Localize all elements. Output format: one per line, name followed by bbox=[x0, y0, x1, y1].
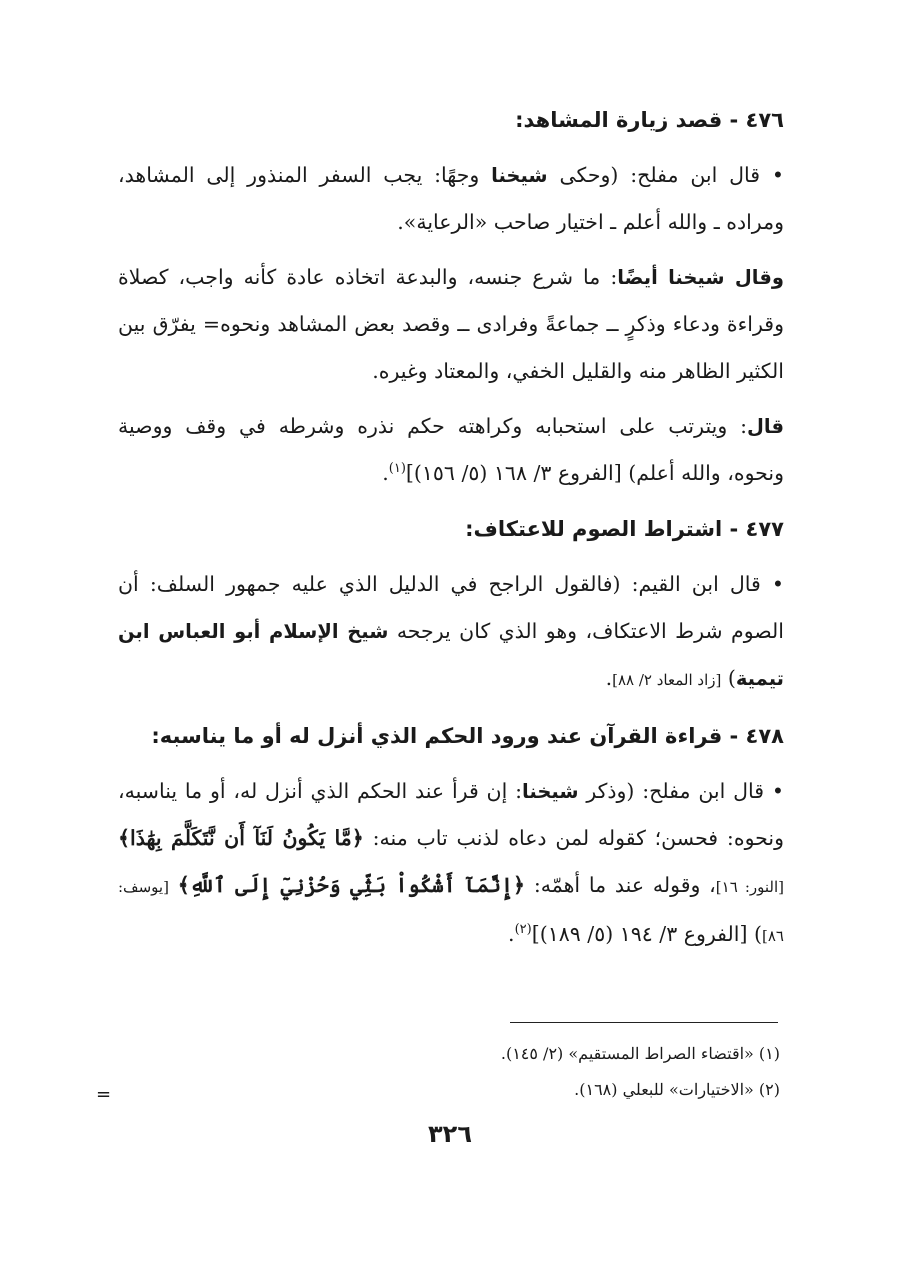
text-run: • قال ابن مفلح: (وذكر bbox=[578, 779, 784, 803]
verse-ref-1: [النور: ١٦] bbox=[715, 878, 784, 896]
paragraph-476-1 bbox=[118, 152, 784, 246]
footnote-2: (٢) «الاختيارات» للبعلي (١٦٨). bbox=[574, 1080, 780, 1099]
citation: [زاد المعاد ٢/ ٨٨] bbox=[612, 671, 722, 689]
bold-name: شيخنا bbox=[491, 164, 548, 187]
continuation-mark: = bbox=[96, 1084, 112, 1105]
text-run: : إن قرأ عند الحكم الذي أنزل له، أو ما يناسبه، ونحوه: فحسن؛ كقوله لمن دعاه لذنب تاب منه: bbox=[118, 779, 785, 850]
text-run: وجهًا: يجب السفر المنذور إلى المشاهد، ومراده ـ والله أعلم ـ اختيار صاحب «الرعاية». bbox=[118, 163, 784, 234]
footnote-divider bbox=[510, 1022, 778, 1023]
text-run: • قال ابن مفلح: (وحكى bbox=[547, 163, 784, 187]
text-run: : ويترتب على استحبابه وكراهته حكم نذره وشرطه في وقف ووصية ونحوه، والله أعلم) [الفروع ٣/ ١٦٨ (٥/ ١٥٦)] bbox=[118, 414, 784, 485]
section-heading-476: ٤٧٦ - قصد زيارة المشاهد: bbox=[515, 108, 784, 132]
paragraph-478-1: • قال ابن مفلح: (وذكر شيخنا: إن قرأ عند الحكم الذي أنزل له، أو ما يناسبه، ونحوه: فحسن؛ كقوله لمن دعاه لذنب تاب منه: ﴿مَّا يَكُونُ لَنَآ أَن نَّتَكَلَّمَ بِهَٰذَا﴾ [النور: ١٦]، وقوله عند ما أهمّه: ﴿إِنَّمَآ أَشْكُواْ بَثِّي وَحُزْنِيٓ إِلَى ٱللَّهِ﴾ [يوسف: ٨٦]) [الفروع ٣/ ١٩٤ (٥/ ١٨٩)]$^{(٢)}$. bbox=[118, 779, 785, 946]
footnote-ref-2[interactable]: (٢) bbox=[514, 922, 532, 938]
quran-verse-1: ﴿مَّا يَكُونُ لَنَآ أَن نَّتَكَلَّمَ بِهَٰذَا﴾ bbox=[118, 826, 364, 850]
footnote-1: (١) «اقتضاء الصراط المستقيم» (٢/ ١٤٥). bbox=[500, 1044, 780, 1063]
verse-ref-2: [يوسف: ٨٦] bbox=[118, 878, 784, 945]
paragraph-477-1: • قال ابن القيم: (فالقول الراجح في الدليل الذي عليه جمهور السلف: أن الصوم شرط الاعتكاف، وهو الذي كان يرجحه شيخ الإسلام أبو العباس ابن تيمية) [زاد المعاد ٢/ ٨٨]. bbox=[118, 572, 785, 690]
paragraph-476-2 bbox=[118, 254, 784, 395]
text-run: ) [الفروع ٣/ ١٩٤ (٥/ ١٨٩)] bbox=[531, 922, 763, 946]
paragraph-476-3: قال: ويترتب على استحبابه وكراهته حكم نذره وشرطه في وقف ووصية ونحوه، والله أعلم) [الفروع ٣/ ١٦٨ (٥/ ١٥٦)]$^{(١)}$. bbox=[118, 414, 784, 485]
page-body bbox=[118, 100, 784, 960]
page-number: ٣٢٦ bbox=[428, 1120, 472, 1148]
text-run: : ما شرع جنسه، والبدعة اتخاذه عادة كأنه واجب، كصلاة وقراءة ودعاء وذكرٍ ــ جماعةً وفرادى ــ وقصد بعض المشاهد ونحوه= يفرّق بين الكثير الظاهر منه والقليل الخفي، والمعتاد وغيره. bbox=[118, 265, 784, 383]
bold-name: شيخنا bbox=[522, 780, 579, 803]
bold-name: وقال شيخنا أيضًا bbox=[617, 266, 784, 289]
section-heading-477: ٤٧٧ - اشتراط الصوم للاعتكاف: bbox=[465, 517, 784, 541]
footnote-ref-1[interactable]: (١) bbox=[388, 461, 406, 477]
text-run: • قال ابن القيم: (فالقول الراجح في الدليل الذي عليه جمهور السلف: أن الصوم شرط الاعتكاف، وهو الذي كان يرجحه bbox=[118, 572, 785, 643]
bold-name: قال bbox=[746, 415, 784, 438]
quran-verse-2: ﴿إِنَّمَآ أَشْكُواْ بَثِّي وَحُزْنِيٓ إِلَى ٱللَّهِ﴾ bbox=[177, 873, 526, 897]
section-heading-478: ٤٧٨ - قراءة القرآن عند ورود الحكم الذي أنزل له أو ما يناسبه: bbox=[151, 724, 784, 748]
bold-name: شيخ الإسلام أبو العباس ابن تيمية bbox=[118, 620, 784, 690]
text-run: ، وقوله عند ما أهمّه: bbox=[525, 873, 716, 897]
footnotes bbox=[300, 1036, 780, 1108]
